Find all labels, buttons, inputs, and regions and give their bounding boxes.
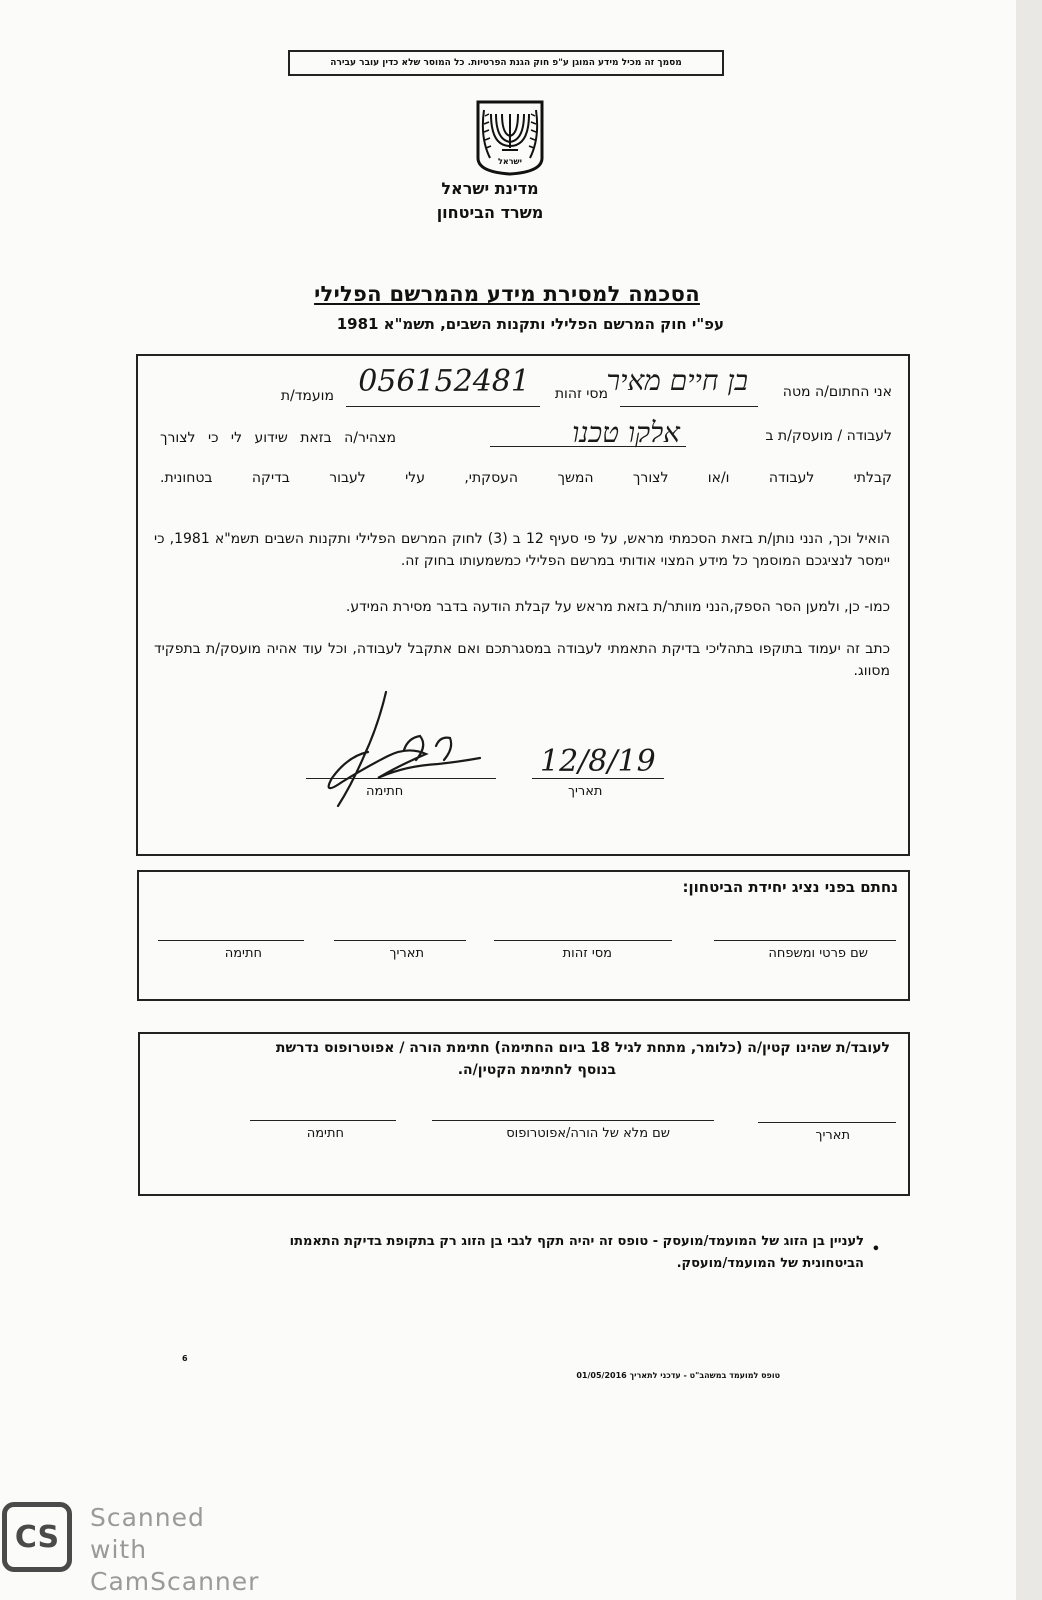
form-reference: טופס למועמד במשהב"ט - עדכני לתאריך 01/05/2016 — [576, 1371, 780, 1380]
camscanner-text: Scanned with CamScanner — [90, 1503, 260, 1596]
page-edge — [1016, 0, 1042, 1600]
date-handwritten: 12/8/19 — [540, 744, 656, 779]
consent-paragraph-2: כמו- כן, ולמען הסר הספק,הנני מוותר/ת בזאת מראש על קבלת הודעה בדבר מסירת המידע. — [345, 599, 890, 615]
minor-text-line1: לעובד/ת שהינו קטין/ה (כלומר, מתחת לגיל 18 ביום החתימה) חתימת הורה / אפוטרופוס נדרשת — [275, 1040, 890, 1056]
ministry-name: משרד הביטחון — [436, 203, 544, 222]
security-rep-section — [137, 870, 910, 1001]
employer-handwritten: אלקו טכנו — [572, 416, 680, 449]
emblem-label: ישראל — [498, 157, 522, 166]
id-handwritten: 056152481 — [358, 364, 530, 399]
rep-signature-label: חתימה — [224, 946, 262, 961]
spouse-note-line1: לעניין בן הזוג של המועמד/מועסק - טופס זה יהיה תקף לגבי בן הזוג רק בתקופת בדיקת התאמתו — [289, 1234, 864, 1249]
spouse-note-bullet: • — [871, 1242, 880, 1257]
signer-intro-label: אני החתום/ה מטה — [782, 384, 892, 400]
page-number: 6 — [182, 1354, 188, 1363]
signature-label: חתימה — [366, 784, 404, 799]
name-line — [620, 406, 758, 407]
form-subtitle: עפ"י חוק המרשם הפלילי ותקנות השבים, תשמ"א 1981 — [336, 315, 724, 333]
guardian-signature-line — [250, 1120, 396, 1121]
spouse-note-line2: הביטחונית של המועמד/מועסק. — [676, 1256, 864, 1271]
declaration-text: מצהיר/ה בזאת שידוע לי כי לצורך — [160, 430, 396, 446]
minor-text-line2: בנוסף לחתימת הקטין/ה. — [457, 1062, 616, 1078]
ministry-heading — [400, 177, 580, 225]
security-rep-heading: נחתם בפני נציג יחידת הביטחון: — [682, 878, 898, 896]
rep-name-label: שם פרטי ומשפחה — [768, 946, 868, 961]
id-line — [346, 406, 540, 407]
consent-section — [136, 354, 910, 856]
rep-id-line — [494, 940, 672, 941]
minor-section — [138, 1032, 910, 1196]
consent-paragraph-3: כתב זה יעמוד בתוקפו בתהליכי בדיקת התאמתי לעבודה במסגרתכם ואם אתקבל לעבודה, וכל עוד אהיה מועסק/ת בתפקיד מסווג. — [154, 641, 890, 679]
minor-date-label: תאריך — [815, 1128, 850, 1143]
rep-date-line — [334, 940, 466, 941]
name-handwritten: בן חיים מאיר — [606, 364, 748, 397]
form-title: הסכמה למסירת מידע מהמרשם הפלילי — [314, 282, 700, 306]
guardian-name-label: שם מלא של הורה/אפוטרופוס — [506, 1126, 670, 1141]
guardian-name-line — [432, 1120, 714, 1121]
date-label: תאריך — [568, 784, 603, 799]
rep-date-label: תאריך — [389, 946, 424, 961]
state-emblem-icon — [474, 100, 546, 176]
rep-signature-line — [158, 940, 304, 941]
rep-name-line — [714, 940, 896, 941]
guardian-signature-label: חתימה — [306, 1126, 344, 1141]
camscanner-watermark — [0, 1496, 270, 1596]
minor-date-line — [758, 1122, 896, 1123]
consent-paragraph-1: הואיל וכך, הנני נותן/ת בזאת הסכמתי מראש, על פי סעיף 12 ב (3) לחוק המרשם הפלילי ותקנות השבים תשמ"א 1981, כי יימסר לנציגכם המוסמך כל מידע המצוי אודותי במרשם הפלילי כמשמעותו בחוק זה. — [154, 531, 890, 569]
id-label: מסי זהות — [554, 386, 608, 402]
candidate-label: מועמד/ת — [280, 388, 334, 404]
camscanner-logo-icon: CS — [2, 1502, 72, 1572]
requirement-text: קבלתי לעבודה ו/או לצורך המשך העסקתי, עלי לעבור בדיקה בטחונית. — [160, 470, 892, 486]
state-name: מדינת ישראל — [441, 179, 539, 198]
employment-label: לעבודה / מועסק/ת ב — [765, 428, 892, 444]
privacy-notice: מסמך זה מכיל מידע המוגן ע"פ חוק הגנת הפרטיות. כל המוסר שלא כדין עובר עבירה — [288, 50, 724, 76]
rep-id-label: מסי זהות — [562, 946, 612, 961]
